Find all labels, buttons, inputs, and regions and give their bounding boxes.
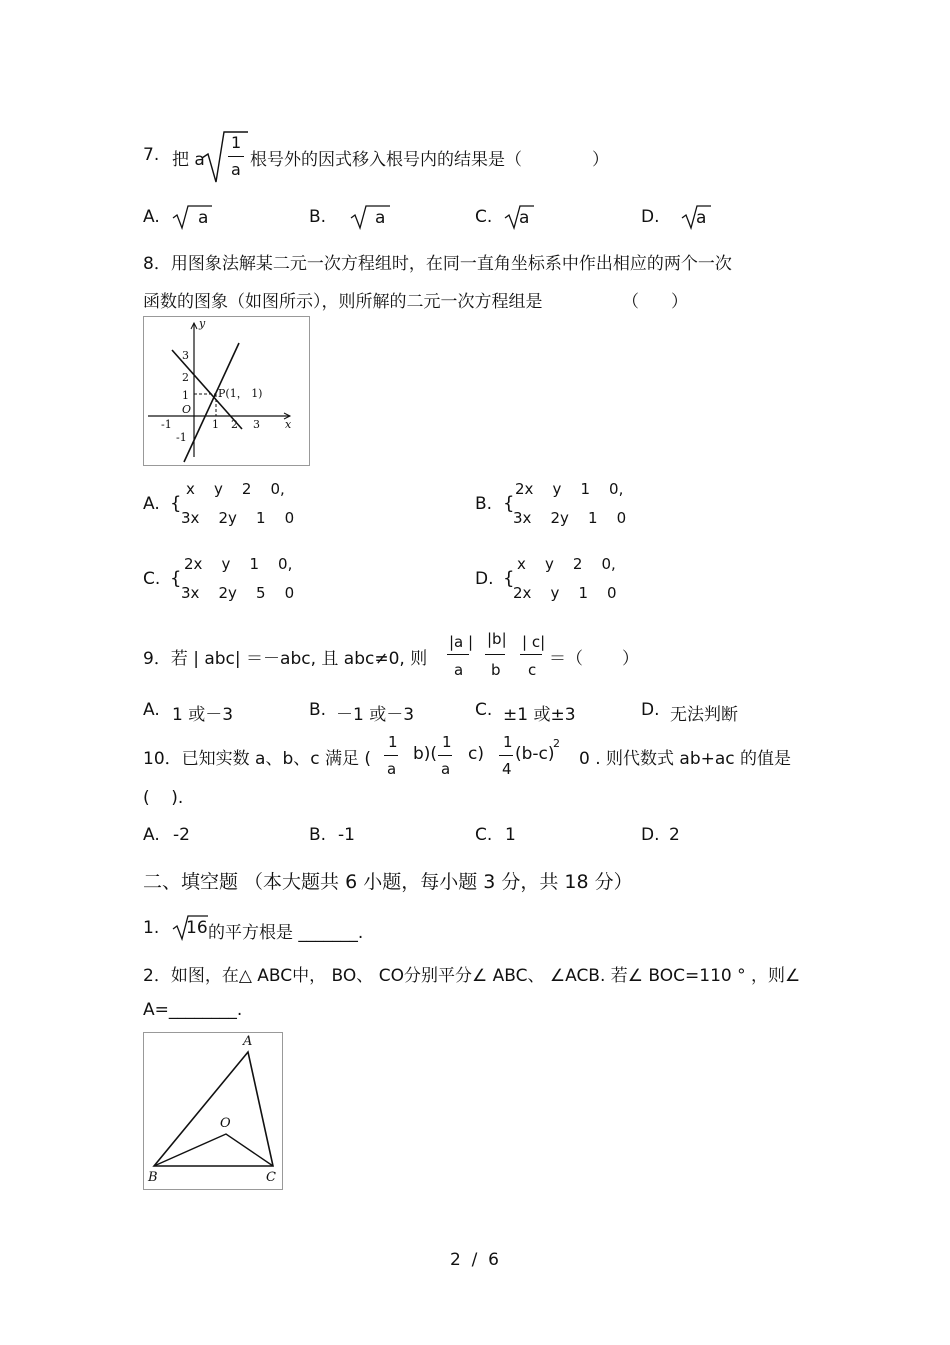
q9-frac3-num: | c| bbox=[522, 633, 546, 651]
q8-x-tick-1: 1 bbox=[212, 418, 219, 431]
q9-frac1-line bbox=[447, 654, 469, 655]
q8-y-tick-2: 2 bbox=[182, 371, 189, 384]
q7-stem: 根号外的因式移入根号内的结果是（ bbox=[250, 150, 522, 170]
q8-option-a-row2: 3x 2y 1 0 bbox=[181, 509, 295, 527]
q8-option-a-row1: x y 2 0, bbox=[186, 480, 285, 498]
q10-line2: ( ). bbox=[143, 788, 184, 808]
q7-radical-sign bbox=[200, 128, 250, 186]
q8-paren-open: （ bbox=[622, 292, 639, 312]
q8-line2: 函数的图象（如图所示），则所解的二元一次方程组是 bbox=[143, 292, 543, 312]
q10-option-b-label: B. bbox=[309, 825, 327, 845]
q7-option-c-value: a bbox=[519, 208, 530, 228]
q9-equals: ＝（ bbox=[549, 649, 583, 669]
q10-frac2-line bbox=[438, 755, 452, 756]
q10-frac1-line bbox=[384, 755, 398, 756]
q9-close-paren: ） bbox=[622, 649, 639, 669]
q9-frac3-line bbox=[520, 654, 542, 655]
q9-option-b-value: －1 或－3 bbox=[336, 705, 415, 725]
q9-frac1-num: |a | bbox=[449, 633, 474, 651]
q8-x-axis-label: x bbox=[285, 418, 292, 431]
q8-option-c-brace: { bbox=[170, 568, 182, 589]
q10-option-b-value: -1 bbox=[338, 825, 355, 845]
q10-frac3-line bbox=[499, 755, 513, 756]
q8-y-tick-neg1: -1 bbox=[176, 431, 187, 444]
q7-frac-line bbox=[228, 156, 244, 157]
q9-option-a-value: 1 或－3 bbox=[172, 705, 234, 725]
q7-option-b-label: B. bbox=[309, 207, 327, 227]
q8-option-a-label: A. bbox=[143, 494, 160, 514]
q10-option-d-value: 2 bbox=[669, 825, 680, 845]
q8-y-tick-1: 1 bbox=[182, 389, 189, 402]
q8-option-c-row2: 3x 2y 5 0 bbox=[181, 584, 295, 602]
q10-mid2: c) bbox=[468, 744, 484, 764]
q8-option-b-brace: { bbox=[503, 493, 515, 514]
q7-frac-num: 1 bbox=[231, 133, 242, 152]
page-number: 2 / 6 bbox=[450, 1250, 499, 1270]
q7-frac-den: a bbox=[231, 160, 241, 179]
q10-frac2-num: 1 bbox=[442, 733, 452, 751]
q9-option-c-label: C. bbox=[475, 700, 493, 720]
q10-stem-end: 0 . 则代数式 ab+ac 的值是 bbox=[579, 749, 792, 769]
q9-stem: 9．若 | abc| ＝－abc, 且 abc≠0, 则 bbox=[143, 649, 428, 669]
q8-point-label: P(1， 1) bbox=[218, 387, 263, 400]
section2-title: 二、填空题 （本大题共 6 小题，每小题 3 分，共 18 分） bbox=[143, 871, 633, 893]
q10-option-a-value: -2 bbox=[173, 825, 190, 845]
q10-option-c-label: C. bbox=[475, 825, 493, 845]
q8-y-axis-label: y bbox=[199, 317, 206, 330]
f2-vertex-b: B bbox=[148, 1170, 158, 1185]
q9-frac2-den: b bbox=[491, 661, 501, 679]
f2-vertex-o: O bbox=[220, 1116, 231, 1131]
q8-option-c-row1: 2x y 1 0, bbox=[184, 555, 293, 573]
q9-frac3-den: c bbox=[528, 661, 537, 679]
q7-option-c-label: C. bbox=[475, 207, 493, 227]
q8-option-a-brace: { bbox=[170, 493, 182, 514]
q8-y-tick-3: 3 bbox=[182, 349, 189, 362]
q8-line1: 8．用图象法解某二元一次方程组时，在同一直角坐标系中作出相应的两个一次 bbox=[143, 254, 732, 274]
q10-option-d-label: D. bbox=[641, 825, 660, 845]
f2-line2: A=________. bbox=[143, 1000, 243, 1020]
f2-line1: 2．如图，在△ ABC中， BO、 CO分别平分∠ ABC、 ∠ACB. 若∠ BOC=110 ° ，则∠ bbox=[143, 966, 801, 986]
q8-x-tick-2: 2 bbox=[231, 418, 238, 431]
q10-frac3-den: 4 bbox=[502, 760, 512, 778]
q7-option-a-value: a bbox=[198, 208, 209, 228]
q8-option-b-row1: 2x y 1 0, bbox=[515, 480, 624, 498]
q9-option-b-label: B. bbox=[309, 700, 327, 720]
q8-paren-close: ） bbox=[671, 292, 688, 312]
q8-x-tick-neg1: -1 bbox=[161, 418, 172, 431]
q7-option-d-label: D. bbox=[641, 207, 660, 227]
q9-frac1-den: a bbox=[454, 661, 464, 679]
q8-option-b-label: B. bbox=[475, 494, 493, 514]
q9-frac2-num: |b| bbox=[487, 630, 507, 648]
q7-prefix: 把 a bbox=[172, 150, 205, 170]
f2-vertex-a: A bbox=[243, 1034, 253, 1049]
q8-option-d-row2: 2x y 1 0 bbox=[513, 584, 617, 602]
q8-option-b-row2: 3x 2y 1 0 bbox=[513, 509, 627, 527]
q9-option-c-value: ±1 或±3 bbox=[503, 705, 576, 725]
f2-triangle-figure bbox=[143, 1032, 283, 1190]
q7-number: 7. bbox=[143, 145, 160, 165]
q8-x-tick-3: 3 bbox=[253, 418, 260, 431]
q8-origin-label: O bbox=[182, 403, 192, 416]
q8-option-d-brace: { bbox=[503, 568, 515, 589]
q10-option-a-label: A. bbox=[143, 825, 160, 845]
q10-option-c-value: 1 bbox=[505, 825, 516, 845]
q9-option-d-label: D. bbox=[641, 700, 660, 720]
q10-mid3: (b-c) bbox=[515, 744, 555, 764]
q10-superscript: 2 bbox=[553, 737, 560, 750]
q7-option-b-value: a bbox=[375, 208, 386, 228]
q8-option-d-row1: x y 2 0, bbox=[517, 555, 616, 573]
q10-mid1: b)( bbox=[413, 744, 438, 764]
q7-option-d-value: a bbox=[696, 208, 707, 228]
q8-graph-figure bbox=[143, 316, 310, 466]
f2-vertex-c: C bbox=[266, 1170, 276, 1185]
f1-text: 的平方根是 _______. bbox=[208, 923, 364, 943]
q10-frac1-den: a bbox=[387, 760, 397, 778]
q10-frac1-num: 1 bbox=[388, 733, 398, 751]
q10-stem-start: 10．已知实数 a、b、c 满足 ( bbox=[143, 749, 372, 769]
q9-option-d-value: 无法判断 bbox=[670, 705, 738, 725]
q8-option-d-label: D. bbox=[475, 569, 494, 589]
q9-option-a-label: A. bbox=[143, 700, 160, 720]
f1-radicand: 16 bbox=[186, 918, 208, 938]
q7-option-a-label: A. bbox=[143, 207, 160, 227]
q10-frac3-num: 1 bbox=[503, 733, 513, 751]
q7-close-paren: ） bbox=[592, 150, 609, 170]
q10-frac2-den: a bbox=[441, 760, 451, 778]
q8-option-c-label: C. bbox=[143, 569, 161, 589]
q9-frac2-line bbox=[485, 654, 505, 655]
f1-number: 1. bbox=[143, 918, 160, 938]
